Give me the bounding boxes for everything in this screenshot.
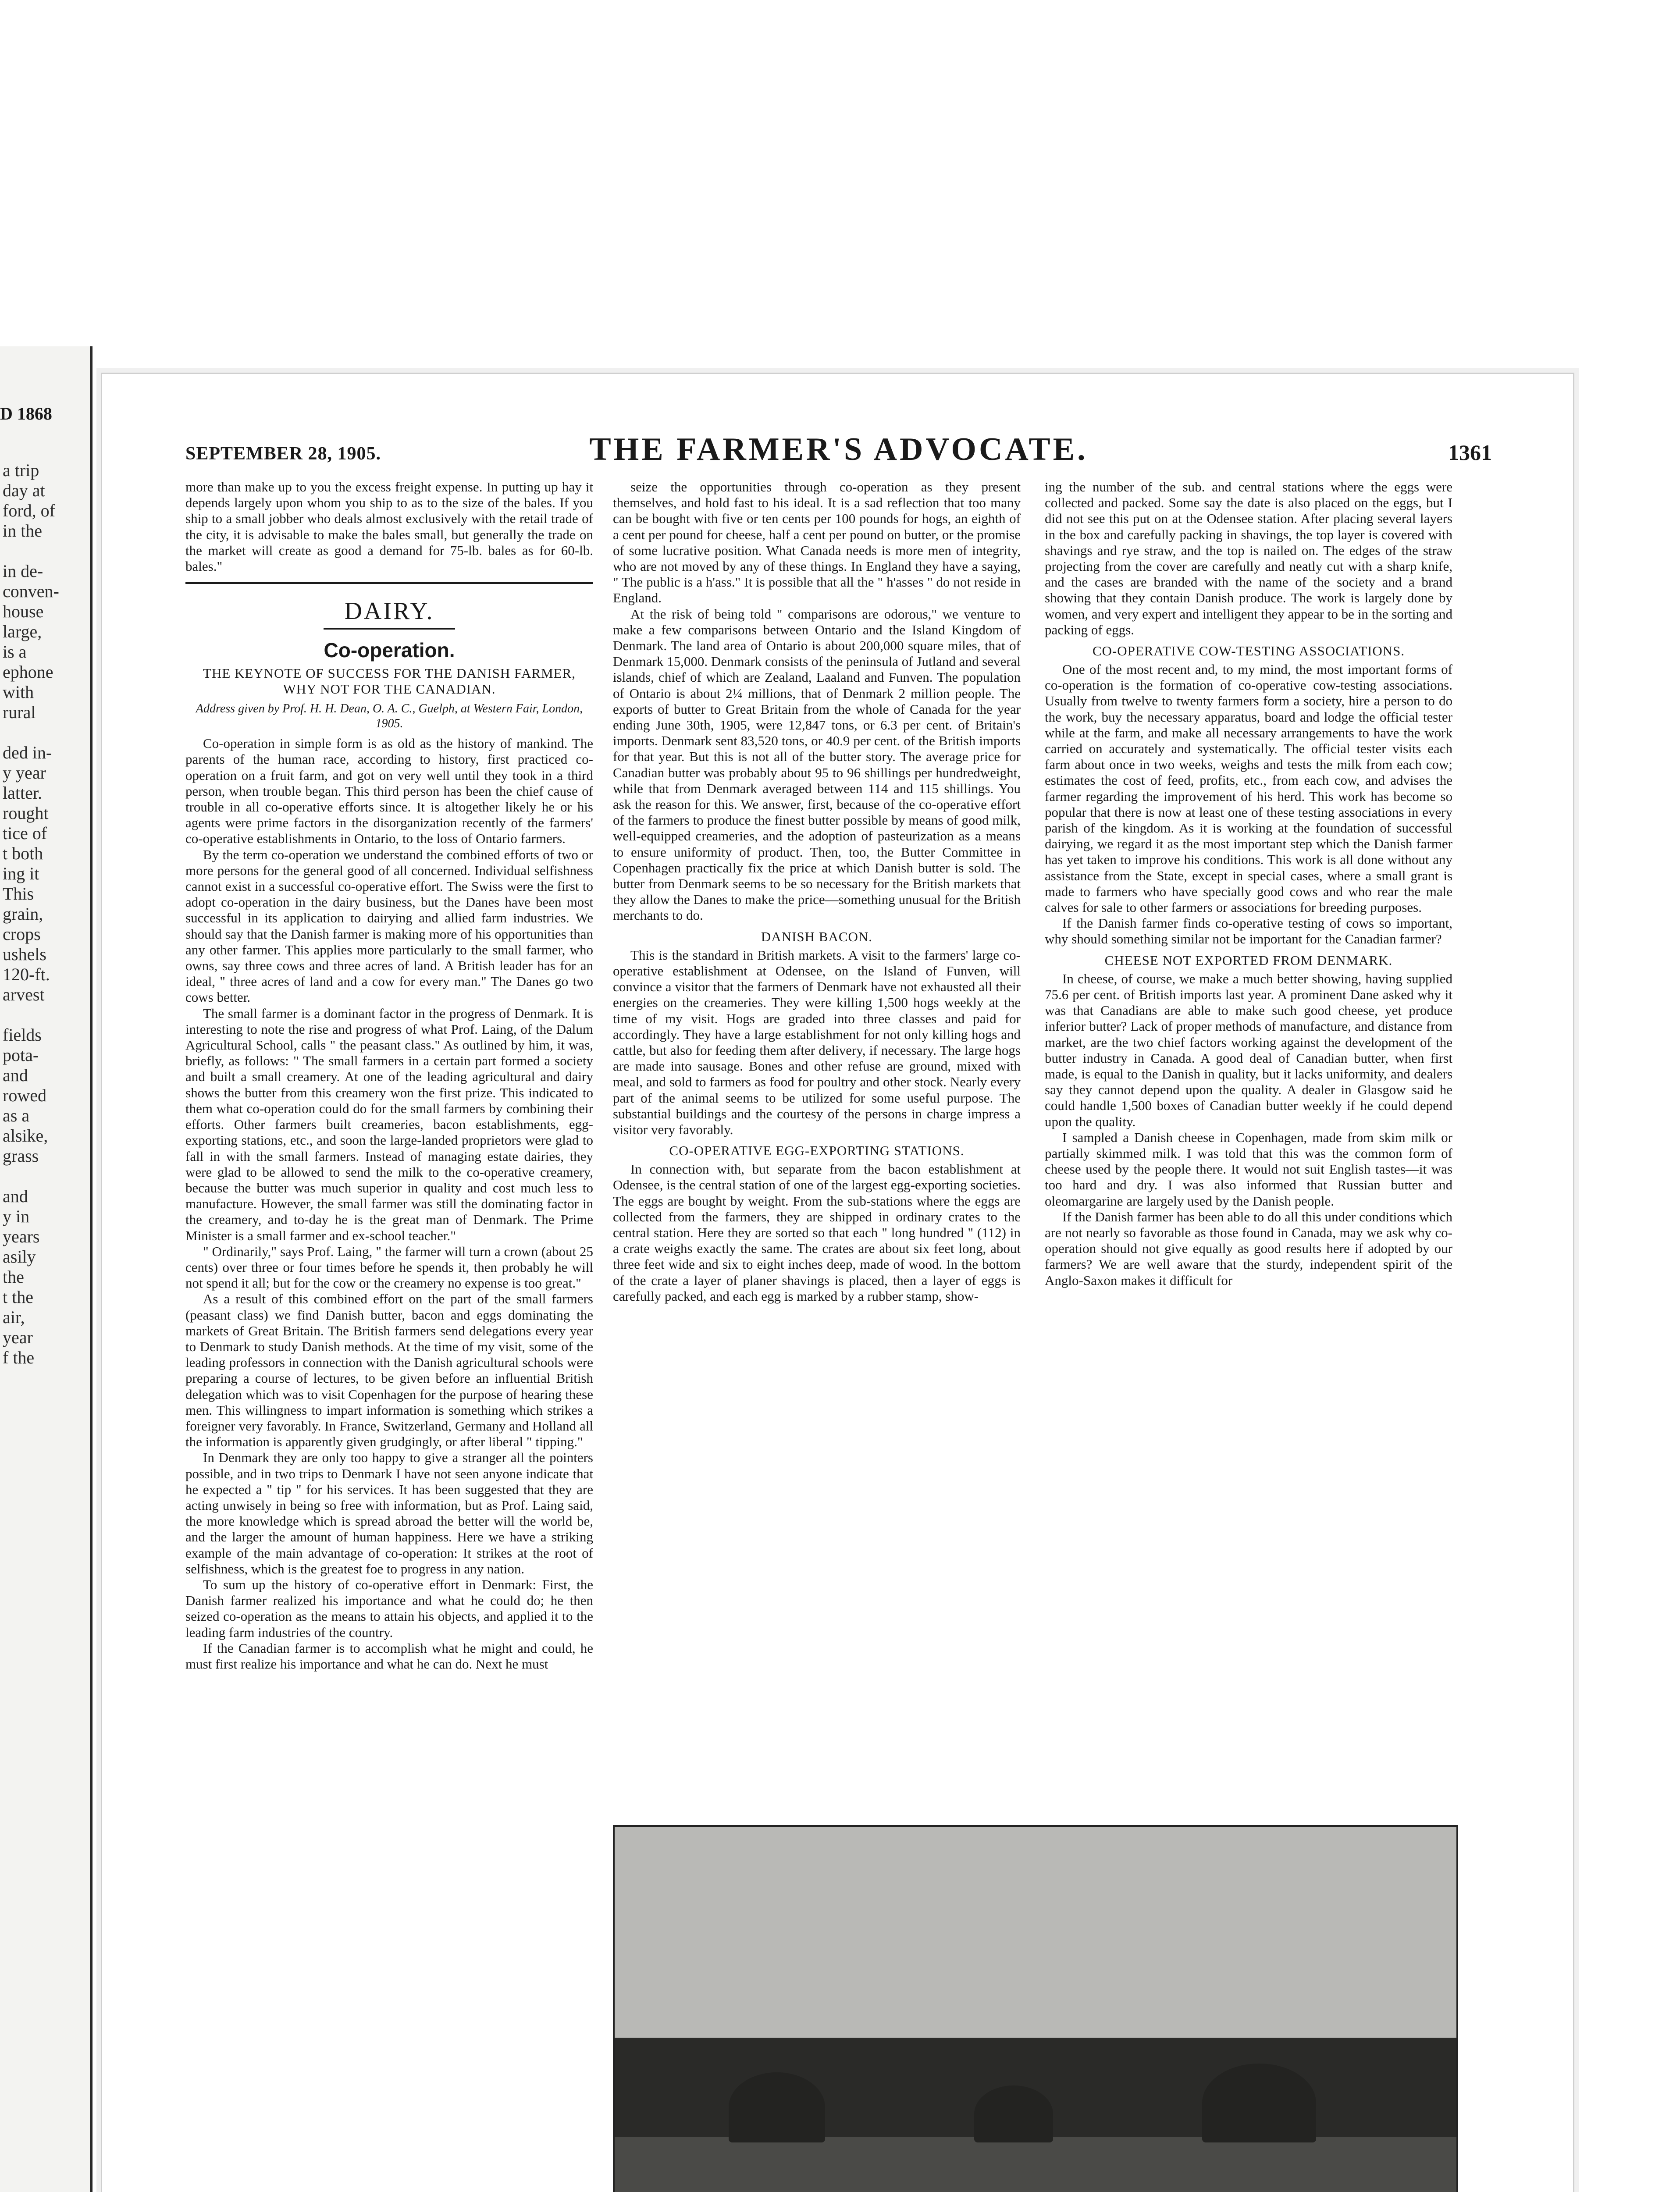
paragraph: Co-operation in simple form is as old as the history of mankind. The parents of the human race, according to history, first practiced co-operation on a fruit farm, and got on very well until they took in a third person, when trouble began. This third person has been the chief cause of trouble in all co-operative efforts since. It is altogether likely he or his agents were prime factors in the disorganization recently of the farmers' co-operative establishments in Ontario, to the loss of Ontario farmers. — [185, 736, 593, 847]
adjacent-page-fragment: is a — [3, 642, 27, 662]
paragraph: To sum up the history of co-operative effort in Denmark: First, the Danish farmer realized his importance and what he could do; he then seized co-operation as the means to attain his objects, and applied it to the leading farm industries of the country. — [185, 1576, 593, 1640]
paragraph-bacon: This is the standard in British markets. A visit to the farmers' large co-operative establishment at Odensee, on the Island of Funven, will convince a visitor that the farmers of Denmark have not exhausted all their energies on the creameries. They were killing 1,500 hogs weekly at the time of my visit. Hogs are graded into three classes and paid for accordingly. They have a large establishment for not only killing hogs and cattle, but also for feeding them after delivery, if necessary. The large hogs are made into sausage. Bones and other refuse are ground, mixed with meal, and sold to farmers as food for poultry and other stock. Nearly every part of the animal seems to be utilized for some useful purpose. The substantial buildings and the courtesy of the persons in charge impress a visitor very favorably. — [613, 947, 1021, 1137]
adjacent-page-fragment: pota- — [3, 1045, 39, 1065]
section-rule — [185, 582, 593, 584]
adjacent-page-fragment: grass — [3, 1146, 39, 1166]
adjacent-page-fragment: arvest — [3, 985, 45, 1004]
adjacent-page-fragment: 120-ft. — [3, 964, 50, 984]
article-subhead: THE KEYNOTE OF SUCCESS FOR THE DANISH FARMER, WHY NOT FOR THE CANADIAN. — [203, 665, 576, 697]
subheading-egg-exporting: CO-OPERATIVE EGG-EXPORTING STATIONS. — [669, 1143, 965, 1159]
newspaper-page — [101, 373, 1574, 2192]
paragraph: At the risk of being told " comparisons are odorous," we venture to make a few comparisons between Ontario and the Island Kingdom of Denmark. The land area of Ontario is about 200,000 square miles, that of Denmark 15,000. Denmark consists of the peninsula of Jutland and several islands, chief of which are Zealand, Laaland and Funven. The population of Ontario is about 2¼ millions, that of Denmark 2 million people. The exports of butter to Great Britain from the whole of Canada for the year ending June 30th, 1905, were 12,847 tons, or 6.3 per cent. of Britain's imports. Denmark sent 83,520 tons, or 40.9 per cent. of the British imports for that year. But this is not all of the butter story. The average price for Canadian butter was probably about 95 to 96 shillings per hundredweight, while that from Denmark averaged between 114 and 115 shillings. You ask the reason for this. We answer, first, because of the co-operative effort of the farmers to produce the finest butter possible by means of good milk, well-equipped creameries, and the adoption of pasteurization as a means to ensure uniformity of product. Then, too, the Butter Committee in Copenhagen practically fix the price at which Danish butter is sold. The butter from Denmark seems to be so necessary for the British markets that they allow the Danes to make the price—something unusual for the British merchants to do. — [613, 606, 1021, 923]
adjacent-page-fragment: large, — [3, 622, 42, 641]
adjacent-page-fragment: the — [3, 1267, 24, 1287]
paragraph-egg-continued: ing the number of the sub. and central stations where the eggs were collected and packed. Some say the date is also placed on the eggs, but I did not see this put on at the Odensee station. After placing several layers in the box and carefully packing in shavings, the top layer is covered with shavings and rye straw, and the top is nailed on. The edges of the straw projecting from the cover are carefully and neatly cut with a sharp knife, and the cases are branded with the name of the society and a brand showing that they contain Danish produce. The work is largely done by women, and very expert and intelligent they appear to be in the sorting and packing of eggs. — [1045, 479, 1452, 637]
adjacent-page-fragment: y in — [3, 1206, 30, 1226]
adjacent-page-fragment: fields — [3, 1025, 42, 1045]
paragraph: If the Danish farmer has been able to do all this under conditions which are not nearly so favorable as those found in Canada, may we ask why co-operation should not give equally as good results here if adopted by our farmers? We are well aware that the sturdy, independent spirit of the Anglo-Saxon makes it difficult for — [1045, 1209, 1452, 1288]
haystack — [974, 2085, 1053, 2142]
adjacent-page-fragment: rowed — [3, 1085, 46, 1105]
adjacent-page-fragment: as a — [3, 1106, 30, 1125]
paragraph: In cheese, of course, we make a much better showing, having supplied 75.6 per cent. of British imports last year. A prominent Dane asked why it was that Canadians are able to make such good cheese, yet produce inferior butter? Lack of proper methods of manufacture, and distance from market, are the two chief factors working against the development of the butter industry in Canada. A good deal of Canadian butter, when first made, is equal to the Danish in quality, but it lacks uniformity, and dealers say they cannot depend upon the quality. A dealer in Glasgow said he could handle 1,500 boxes of Canadian butter weekly if he could depend upon the quality. — [1045, 971, 1452, 1129]
haystack — [729, 2072, 825, 2142]
adjacent-page-fragment: in the — [3, 521, 42, 541]
adjacent-page-fragment: and — [3, 1065, 28, 1085]
column-1 — [185, 479, 593, 2192]
adjacent-page-fragment: crops — [3, 924, 41, 944]
adjacent-page-fragment: ing it — [3, 864, 39, 883]
section-heading-dairy: DAIRY. — [324, 597, 455, 630]
paragraph: The small farmer is a dominant factor in the progress of Denmark. It is interesting to note the rise and progress of what Prof. Laing, of the Dalum Agricultural School, calls " the peasant class." As outlined by him, it was, briefly, as follows: " The small farmers in a certain part formed a society and built a small creamery. At one of the leading agricultural and dairy shows the butter from this creamery won the first prize. This indicated to them what co-operation could do for the small farmers by combining their efforts. Other farmers built creameries, bacon establishments, egg-exporting stations, etc., and soon the large-landed proprietors were glad to fall in with the small farmers. Instead of managing estate dairies, they were glad to be allowed to send the milk to the co-operative creamery, because the butter was much superior in quality and cost much less to manufacture. However, the small farmer was still the dominating factor in the creamery, and to-day he is the great man of Denmark. The Prime Minister is a small farmer and ex-school teacher." — [185, 1005, 593, 1243]
article-body-1 — [185, 736, 593, 1672]
adjacent-page-fragment: ephone — [3, 662, 53, 682]
adjacent-page-fragment: years — [3, 1227, 40, 1246]
subheading-danish-bacon: DANISH BACON. — [761, 929, 873, 944]
haying-photograph — [613, 1825, 1458, 2192]
paragraph: " Ordinarily," says Prof. Laing, " the farmer will turn a crown (about 25 cents) over three or four times before he spends it, then probably he will not spend it all; but for the cow or the creamery no expense is too great." — [185, 1243, 593, 1291]
adjacent-page-fragment: alsike, — [3, 1126, 48, 1146]
paragraph: seize the opportunities through co-operation as they present themselves, and hold fast to his ideal. It is a sad reflection that too many can be bought with five or ten cents per 100 pounds for hogs, an eighth of a cent per pound for cheese, half a cent per pound on butter, or the promise of some lucrative position. What Canada needs is more men of integrity, who are not moved by any of these things. In England they have a saying, " The public is a h'ass." It is possible that all the " h'asses " do not reside in England. — [613, 479, 1021, 606]
subheading-cheese: CHEESE NOT EXPORTED FROM DENMARK. — [1104, 952, 1393, 968]
adjacent-page-fragment: tice of — [3, 823, 47, 843]
adjacent-page-fragment: t the — [3, 1287, 33, 1307]
paragraph-egg: In connection with, but separate from the bacon establishment at Odensee, is the central station of one of the largest egg-exporting societies. The eggs are bought by weight. From the sub-stations where the eggs are collected from the farmers, they are shipped in ordinary crates to the central station. Here they are sorted so that each " long hundred " (112) in a crate weighs exactly the same. The crates are about six feet long, about three feet wide and six to eight inches deep, made of wood. In the bottom of the crate a layer of planer shavings is placed, then a layer of eggs is carefully packed, and each egg is marked by a rubber stamp, show- — [613, 1161, 1021, 1304]
adjacent-page-fragment: y year — [3, 763, 46, 783]
photo-field — [615, 2137, 1456, 2192]
adjacent-page-fragment: asily — [3, 1247, 36, 1267]
subheading-cow-testing: CO-OPERATIVE COW-TESTING ASSOCIATIONS. — [1092, 643, 1405, 659]
adjacent-page-fragment: t both — [3, 843, 43, 863]
adjacent-page-header: D 1868 — [0, 404, 52, 423]
article-byline: Address given by Prof. H. H. Dean, O. A. C., Guelph, at Western Fair, London, 1905. — [196, 702, 583, 731]
photo-sky — [615, 1827, 1456, 2049]
paragraph: By the term co-operation we understand the combined efforts of two or more persons for the general good of all concerned. Individual selfishness cannot exist in a successful co-operative effort. The Swiss were the first to adopt co-operation in the dairy business, but the Danes have been most successful in its application to dairying and allied farm industries. We should say that the Danish farmer is making more of his opportunities than any other farmer. This applies more particularly to the small farmer, who owns, say three cows and three acres of land. A British leader has for an ideal, " three acres of land and a cow for every man." The Danes go two cows better. — [185, 847, 593, 1005]
paragraph: In Denmark they are only too happy to give a stranger all the pointers possible, and in two trips to Denmark I have not seen anyone indicate that he expected a " tip " for his services. It has been suggested that they are acting unwisely in being so free with information, but as Prof. Laing said, the more knowledge which is spread abroad the better will the world be, and the larger the amount of human happiness. Here we have a striking example of the main advantage of co-operation: It strikes at the root of selfishness, which is the greatest foe to progress in any nation. — [185, 1450, 593, 1576]
paragraph: One of the most recent and, to my mind, the most important forms of co-operation is the formation of co-operative cow-testing associations. Usually from twelve to twenty farmers form a society, hire a person to do the work, buy the necessary apparatus, board and lodge the official tester while at the farm, and make all necessary arrangements to have the work carried on accurately and systematically. The official tester visits each farm about once in two weeks, weighs and tests the milk from each cow; estimates the cost of feed, profits, etc., from each cow, and advises the farmer regarding the improvement of his herd. This work has become so popular that there is now at least one of these testing associations in every parish of the kingdom. As it is working at the foundation of successful dairying, we regard it as the most important step which the Danish farmer has yet taken to improve his conditions. This work is all done without any assistance from the State, except in special cases, where a small grant is made to farmers who have specially good cows and who rear the male calves for sale to other farmers or associations for breeding purposes. — [1045, 662, 1452, 915]
adjacent-page-fragment: ford, of — [3, 501, 55, 520]
article-body-2 — [613, 479, 1021, 924]
adjacent-page-strip — [0, 346, 93, 2192]
cow-testing-body — [1045, 662, 1452, 947]
hay-article-continuation: more than make up to you the excess freight expense. In putting up hay it depends largely upon whom you ship to as to the size of the bales. If you ship to a small jobber who deals almost exclusively with the retail trade of the city, it is advisable to make the bales small, but generally the trade on the market will create as good a demand for 75-lb. bales as for 60-lb. bales." — [185, 479, 593, 574]
adjacent-page-fragment: grain, — [3, 904, 43, 924]
adjacent-page-fragment: rural — [3, 702, 36, 722]
adjacent-page-fragment: f the — [3, 1348, 35, 1367]
publication-title: THE FARMER'S ADVOCATE. — [589, 431, 1088, 467]
adjacent-page-fragment: This — [3, 884, 34, 904]
paragraph: I sampled a Danish cheese in Copenhagen, made from skim milk or partially skimmed milk. I was told that this was the common form of cheese used by the people there. It would not suit English tastes—it was too hard and dry. I was also informed that Russian butter and oleomargarine are largely used by the Danish people. — [1045, 1129, 1452, 1209]
issue-date: SEPTEMBER 28, 1905. — [185, 444, 381, 464]
page-header — [185, 431, 1492, 470]
adjacent-page-fragment: house — [3, 601, 44, 621]
cheese-body — [1045, 971, 1452, 1288]
haystack — [1202, 2064, 1316, 2142]
adjacent-page-fragment: conven- — [3, 581, 59, 601]
adjacent-page-fragment: rought — [3, 803, 49, 823]
adjacent-page-fragment: air, — [3, 1307, 25, 1327]
adjacent-page-fragment: and — [3, 1186, 28, 1206]
adjacent-page-fragment: latter. — [3, 783, 42, 803]
page-number: 1361 — [1448, 440, 1492, 465]
adjacent-page-fragment: with — [3, 682, 34, 702]
paragraph: If the Danish farmer finds co-operative testing of cows so important, why should something similar not be important for the Canadian farmer? — [1045, 915, 1452, 947]
adjacent-page-fragment: a trip — [3, 460, 39, 480]
adjacent-page-fragment: in de- — [3, 561, 43, 581]
paragraph: As a result of this combined effort on the part of the small farmers (peasant class) we find Danish butter, bacon and eggs dominating the markets of Great Britain. The British farmers send delegations every year to Denmark to study Danish methods. At the time of my visit, some of the leading professors in connection with the Danish agricultural schools were preparing a course of lectures, to be given before an influential British delegation which was to visit Copenhagen for the purpose of hearing these men. This willingness to impart information is something which strikes a foreigner very favorably. In France, Switzerland, Germany and Holland all the information is apparently given grudgingly, or after liberal " tipping." — [185, 1291, 593, 1450]
adjacent-page-fragment: day at — [3, 480, 45, 500]
article-title: Co-operation. — [324, 639, 455, 662]
paragraph: If the Canadian farmer is to accomplish what he might and could, he must first realize his importance and what he can do. Next he must — [185, 1640, 593, 1672]
adjacent-page-fragment: ushels — [3, 944, 46, 964]
adjacent-page-fragment: year — [3, 1327, 33, 1347]
adjacent-page-fragment: ded in- — [3, 743, 52, 762]
